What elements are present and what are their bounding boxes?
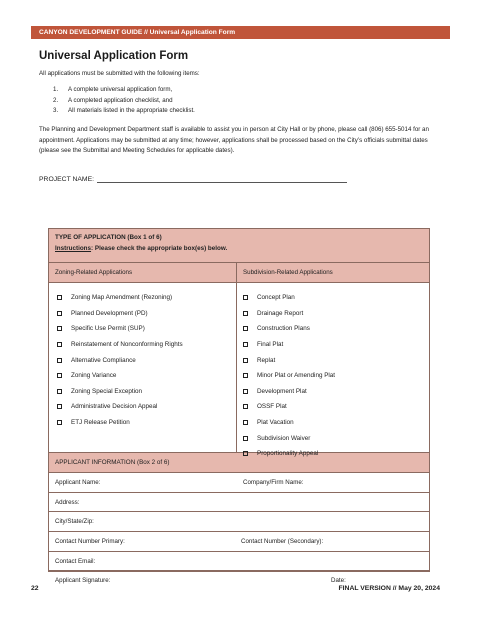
project-name-label: PROJECT NAME: <box>39 176 95 183</box>
checkbox[interactable] <box>57 420 62 425</box>
option-label: Zoning Map Amendment (Rezoning) <box>71 294 173 302</box>
option-minor-plat <box>243 368 429 384</box>
contact-number-row[interactable] <box>49 532 429 552</box>
info-paragraph: The Planning and Development Department staff is available to assist you in person at City Hall or by phone, please call (806) 655-5014 for an appointment. Applications may be submitted at any time; however, applications shall be processed based on the City’s officials submittal dates (please see the Submittal and Meeting Schedules for applicable dates). <box>39 126 429 154</box>
checkbox[interactable] <box>57 342 62 347</box>
option-reinstatement <box>57 337 236 353</box>
option-drainage-report <box>243 306 429 322</box>
list-number: 3. <box>53 107 59 114</box>
option-label: Minor Plat or Amending Plat <box>257 372 336 380</box>
option-label: Alternative Compliance <box>71 356 136 364</box>
page-title: Universal Application Form <box>39 50 189 62</box>
list-item <box>39 107 195 118</box>
option-specific-use-permit <box>57 321 236 337</box>
requirements-list <box>39 86 195 118</box>
applicant-name-label: Applicant Name: <box>55 479 101 486</box>
zoning-column-header: Zoning-Related Applications <box>49 263 237 282</box>
list-text: A completed application checklist, and <box>68 96 173 104</box>
options-area <box>49 283 429 458</box>
list-item <box>39 86 195 97</box>
type-of-application-header <box>49 229 429 263</box>
contact-email-label: Contact Email: <box>55 557 96 565</box>
checkbox[interactable] <box>57 404 62 409</box>
checkbox[interactable] <box>57 326 62 331</box>
option-proportionality-appeal <box>243 446 429 462</box>
option-label: Specific Use Permit (SUP) <box>71 325 145 333</box>
application-form-box <box>48 228 430 585</box>
list-text: A complete universal application form, <box>68 86 173 93</box>
option-label: Administrative Decision Appeal <box>71 403 158 411</box>
option-label: Proportionality Appeal <box>257 450 319 458</box>
option-label: Development Plat <box>257 387 307 395</box>
option-label: Planned Development (PD) <box>71 309 148 317</box>
option-etj-release-petition <box>57 415 236 431</box>
subdivision-options <box>237 283 429 458</box>
option-replat <box>243 352 429 368</box>
checkbox[interactable] <box>243 295 248 300</box>
page-number: 22 <box>31 585 39 592</box>
contact-email-row[interactable] <box>49 552 429 572</box>
option-concept-plan <box>243 290 429 306</box>
address-label: Address: <box>55 498 80 506</box>
option-subdivision-waiver <box>243 430 429 446</box>
checkbox[interactable] <box>57 295 62 300</box>
option-alternative-compliance <box>57 352 236 368</box>
applicant-info-header: APPLICANT INFORMATION (Box 2 of 6) <box>49 453 429 473</box>
checkbox[interactable] <box>243 326 248 331</box>
project-name-input[interactable] <box>97 176 347 183</box>
option-final-plat <box>243 337 429 353</box>
checkbox[interactable] <box>243 420 248 425</box>
checkbox[interactable] <box>57 358 62 363</box>
option-label: Final Plat <box>257 341 284 349</box>
option-label: ETJ Release Petition <box>71 419 130 427</box>
option-label: Drainage Report <box>257 309 304 317</box>
project-name-field <box>39 176 347 183</box>
checkbox[interactable] <box>243 358 248 363</box>
list-number: 1. <box>53 86 59 93</box>
option-label: Construction Plans <box>257 325 310 333</box>
address-row[interactable] <box>49 493 429 513</box>
option-administrative-decision-appeal <box>57 399 236 415</box>
city-state-zip-row[interactable] <box>49 512 429 532</box>
option-zoning-special-exception <box>57 384 236 400</box>
list-text: All materials listed in the appropriate checklist. <box>68 107 195 114</box>
list-item <box>39 97 195 108</box>
option-label: OSSF Plat <box>257 403 287 411</box>
subdivision-column-header: Subdivision-Related Applications <box>243 269 333 276</box>
applicant-name-row[interactable] <box>49 473 429 493</box>
instructions-label: Instructions <box>55 245 92 252</box>
checkbox[interactable] <box>57 311 62 316</box>
footer-version: FINAL VERSION // May 20, 2024 <box>338 585 440 592</box>
date-label: Date: <box>331 577 346 585</box>
signature-label: Applicant Signature: <box>55 577 111 585</box>
option-label: Plat Vacation <box>257 419 294 427</box>
checkbox[interactable] <box>57 373 62 378</box>
option-label: Concept Plan <box>257 294 295 302</box>
instructions <box>55 245 423 252</box>
option-label: Zoning Variance <box>71 372 117 380</box>
column-headers <box>49 263 429 283</box>
list-number: 2. <box>53 96 59 104</box>
checkbox[interactable] <box>243 436 248 441</box>
instructions-text: : Please check the appropriate box(es) below. <box>91 245 228 252</box>
checkbox[interactable] <box>243 451 248 456</box>
option-zoning-variance <box>57 368 236 384</box>
intro-text: All applications must be submitted with the following items: <box>39 70 200 77</box>
company-name-label: Company/Firm Name: <box>243 479 304 486</box>
checkbox[interactable] <box>243 311 248 316</box>
checkbox[interactable] <box>243 404 248 409</box>
contact-secondary-label: Contact Number (Secondary): <box>241 538 324 546</box>
option-development-plat <box>243 384 429 400</box>
zoning-options <box>49 283 237 452</box>
option-label: Zoning Special Exception <box>71 387 143 395</box>
option-ossf-plat <box>243 399 429 415</box>
type-box-title: TYPE OF APPLICATION (Box 1 of 6) <box>55 234 162 241</box>
option-plat-vacation <box>243 415 429 431</box>
header-banner: CANYON DEVELOPMENT GUIDE // Universal Application Form <box>31 26 450 39</box>
option-label: Subdivision Waiver <box>257 434 311 442</box>
contact-primary-label: Contact Number Primary: <box>55 538 125 546</box>
city-state-zip-label: City/State/Zip: <box>55 518 94 526</box>
checkbox[interactable] <box>243 389 248 394</box>
checkbox[interactable] <box>243 342 248 347</box>
option-label: Reinstatement of Nonconforming Rights <box>71 341 183 349</box>
option-planned-development <box>57 306 236 322</box>
option-label: Replat <box>257 356 276 364</box>
option-construction-plans <box>243 321 429 337</box>
checkbox[interactable] <box>57 389 62 394</box>
option-zoning-map-amendment <box>57 290 236 306</box>
checkbox[interactable] <box>243 373 248 378</box>
